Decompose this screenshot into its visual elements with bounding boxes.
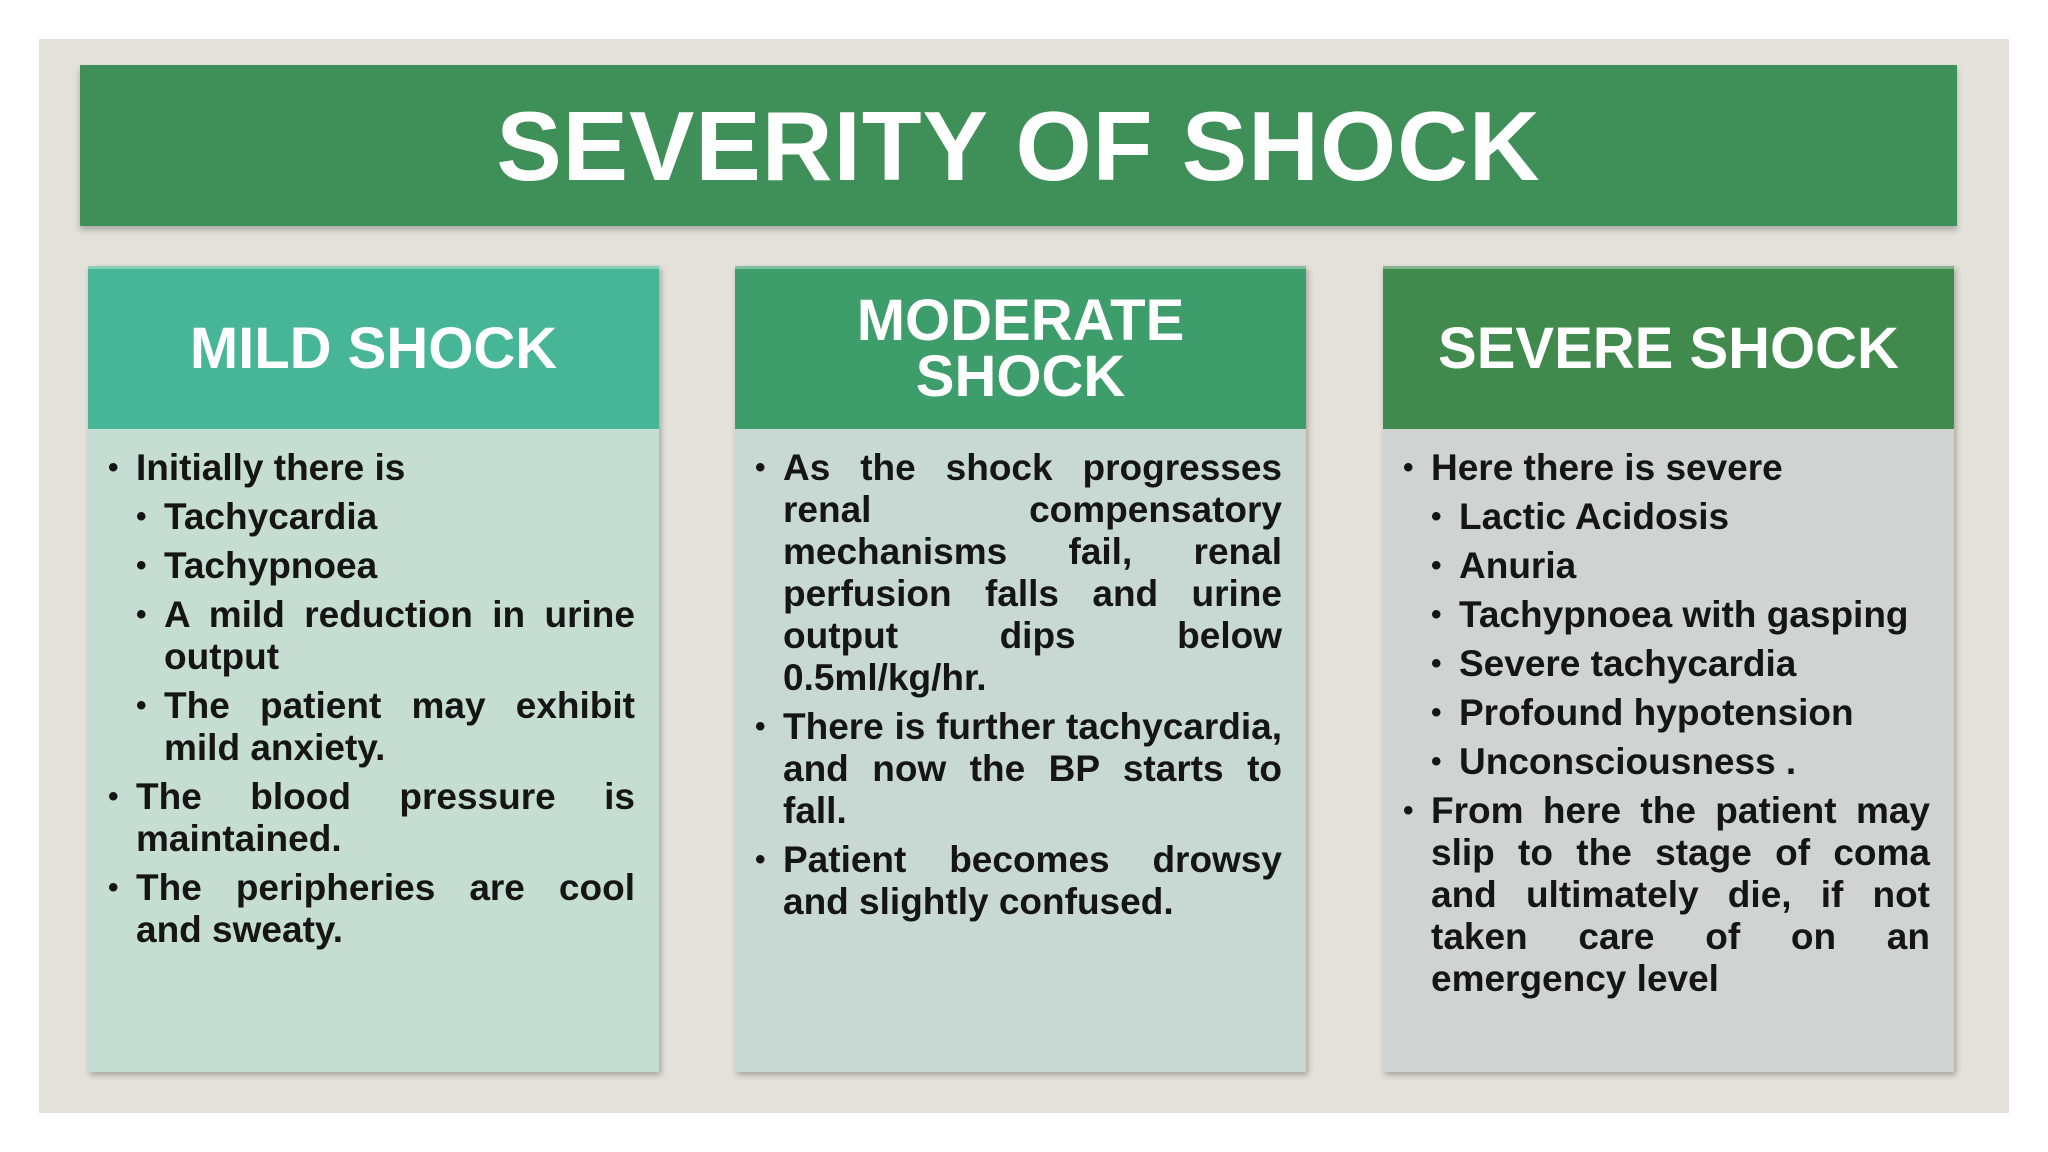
list-item-text: Initially there is [136, 447, 406, 488]
moderate-shock-header-text [856, 288, 1185, 409]
list-item [753, 839, 1282, 923]
bullet-icon: • [136, 598, 147, 631]
list-item-text: Lactic Acidosis [1459, 496, 1730, 537]
list-item-text: The peripheries are cool and sweaty. [136, 867, 635, 950]
mild-shock-header [88, 266, 659, 429]
list-item [1401, 741, 1930, 783]
list-item-text: A mild reduction in urine output [164, 594, 635, 677]
moderate-shock-body [735, 429, 1306, 1072]
bullet-icon: • [136, 500, 147, 533]
bullet-icon: • [755, 843, 766, 876]
mild-shock-column [88, 266, 659, 1072]
title-banner [80, 65, 1957, 226]
moderate-shock-header-line2: SHOCK [915, 344, 1126, 409]
list-item-text: Severe tachycardia [1459, 643, 1797, 684]
list-item [1401, 643, 1930, 685]
list-item-text: From here the patient may slip to the stage of coma and ultimately die, if not taken care of on an emergency level [1431, 790, 1930, 999]
list-item [106, 594, 635, 678]
list-item-text: The blood pressure is maintained. [136, 776, 635, 859]
severe-shock-column [1383, 266, 1954, 1072]
bullet-icon: • [1403, 451, 1414, 484]
bullet-icon: • [1403, 794, 1414, 827]
moderate-shock-list [753, 447, 1282, 923]
bullet-icon: • [1431, 549, 1442, 582]
list-item-text: Unconsciousness . [1459, 741, 1797, 782]
severe-shock-header-text: SEVERE SHOCK [1438, 316, 1899, 381]
list-item-text: There is further tachycardia, and now the BP starts to fall. [783, 706, 1282, 831]
list-item-text: Tachypnoea [164, 545, 378, 586]
list-item-text: Tachypnoea with gasping [1459, 594, 1909, 635]
bullet-icon: • [1431, 500, 1442, 533]
list-item [1401, 545, 1930, 587]
list-item-text: The patient may exhibit mild anxiety. [164, 685, 635, 768]
bullet-icon: • [1431, 696, 1442, 729]
list-item [106, 685, 635, 769]
mild-shock-body [88, 429, 659, 1072]
list-item [106, 447, 635, 489]
bullet-icon: • [755, 710, 766, 743]
list-item [1401, 496, 1930, 538]
list-item [106, 776, 635, 860]
list-item [1401, 594, 1930, 636]
moderate-shock-column [735, 266, 1306, 1072]
bullet-icon: • [1431, 598, 1442, 631]
bullet-icon: • [108, 451, 119, 484]
bullet-icon: • [108, 871, 119, 904]
mild-shock-list [106, 447, 635, 951]
severe-shock-header [1383, 266, 1954, 429]
bullet-icon: • [136, 689, 147, 722]
list-item [753, 706, 1282, 832]
list-item-text: As the shock progresses renal compensatory mechanisms fail, renal perfusion falls and urine output dips below 0.5ml/kg/hr. [783, 447, 1282, 698]
mild-shock-header-text: MILD SHOCK [189, 316, 558, 381]
list-item [106, 545, 635, 587]
moderate-shock-header-line1: MODERATE [856, 288, 1185, 353]
list-item-text: Profound hypotension [1459, 692, 1854, 733]
list-item-text: Here there is severe [1431, 447, 1783, 488]
severe-shock-list [1401, 447, 1930, 1000]
bullet-icon: • [136, 549, 147, 582]
list-item-text: Tachycardia [164, 496, 378, 537]
bullet-icon: • [1431, 647, 1442, 680]
slide-title: SEVERITY OF SHOCK [496, 90, 1541, 201]
bullet-icon: • [1431, 745, 1442, 778]
list-item [753, 447, 1282, 699]
list-item [1401, 447, 1930, 489]
bullet-icon: • [755, 451, 766, 484]
list-item [106, 496, 635, 538]
list-item-text: Patient becomes drowsy and slightly confused. [783, 839, 1282, 922]
moderate-shock-header [735, 266, 1306, 429]
list-item [1401, 692, 1930, 734]
severe-shock-body [1383, 429, 1954, 1072]
list-item-text: Anuria [1459, 545, 1577, 586]
list-item [106, 867, 635, 951]
list-item [1401, 790, 1930, 1000]
bullet-icon: • [108, 780, 119, 813]
